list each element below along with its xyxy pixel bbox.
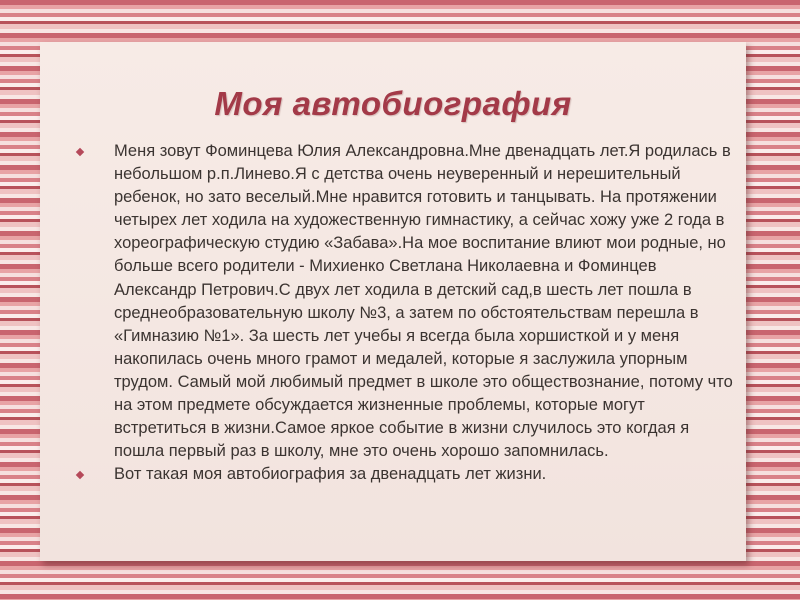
bullet-item-2 bbox=[76, 463, 736, 486]
paragraph-text: Меня зовут Фоминцева Юлия Александровна.Мне двенадцать лет.Я родилась в небольшом р.п.Линево.Я с детства очень неуверенный и нерешительный ребенок, но зато веселый.Мне нравится готовить и танцывать. На протяжении четырех лет ходила на художественную гимнастику, а сейчас хожу уже 2 года в хореографическую студию «Забава».На мое воспитание влиют мои родные, но больше всего родители - Михиенко Светлана Николаевна и Фоминцев Александр Петрович.С двух лет ходила в детский сад,в шесть лет пошла в среднеобразовательную школу №3, а затем по обстоятельствам перешла в «Гимназию №1». За шесть лет учебы я всегда была хоршисткой и у меня накопилась очень много грамот и медалей, которые я заслужила упорным трудом. Самый мой любимый предмет в школе это обществознание, потому что на этом предмете обсуждается жизненные проблемы, которые могут встретиться в жизни.Самое яркое событие в жизни случилось это когдая я пошла первый раз в школу, мне это очень хорошо запомнилась. bbox=[114, 142, 733, 461]
diamond-bullet-icon bbox=[76, 471, 84, 479]
slide-title: Моя автобиография bbox=[214, 85, 572, 122]
diamond-bullet-icon bbox=[76, 148, 84, 156]
slide-content bbox=[76, 140, 736, 486]
bullet-item-1 bbox=[76, 140, 736, 463]
paragraph-text: Вот такая моя автобиография за двенадцать лет жизни. bbox=[114, 465, 547, 484]
slide-panel bbox=[40, 42, 746, 561]
